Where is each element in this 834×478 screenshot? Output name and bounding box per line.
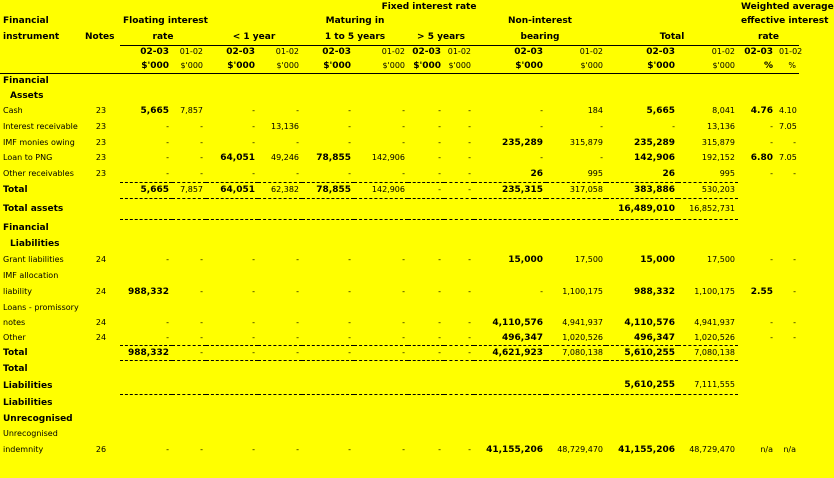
value-cell: - <box>402 318 405 327</box>
row-label: Loan to PNG <box>3 153 53 162</box>
table-row <box>0 103 799 119</box>
value-cell: 315,879 <box>569 137 603 147</box>
value-cell: 988,332 <box>128 287 169 297</box>
value-cell: 15,000 <box>508 254 543 265</box>
value-cell: - <box>468 153 471 162</box>
value-cell: - <box>166 137 169 147</box>
value-cell: - <box>468 168 471 178</box>
value-cell: 4.76 <box>750 106 773 116</box>
section-label: Liabilities <box>3 397 53 408</box>
value-cell: 4,941,937 <box>562 318 603 327</box>
year-cur: 02-03 <box>744 47 773 58</box>
value-cell: 13,136 <box>707 122 735 131</box>
total-liabilities-cur: 5,610,255 <box>606 377 678 394</box>
value-cell: - <box>438 254 441 264</box>
value-cell: 26 <box>530 168 543 179</box>
value-cell: - <box>438 318 441 327</box>
value-cell: - <box>793 333 797 342</box>
unit-cell: $'000 <box>474 59 546 73</box>
row-label: Loans - promissory <box>3 302 79 312</box>
value-cell: - <box>468 445 471 454</box>
value-cell: 4.10 <box>779 106 797 115</box>
value-cell: - <box>296 445 299 454</box>
value-cell: 317,058 <box>546 182 606 198</box>
year-cur: 02-03 <box>514 47 543 58</box>
row-label: Total <box>3 347 28 358</box>
total-assets-label: Total assets <box>3 203 64 214</box>
row-label: IMF allocation <box>3 271 59 280</box>
value-cell: - <box>793 169 797 178</box>
note-ref <box>82 182 120 198</box>
section-row <box>0 236 799 251</box>
value-cell: - <box>200 318 203 327</box>
value-cell: - <box>793 137 797 147</box>
value-cell: - <box>402 122 405 131</box>
row-label: Unrecognised <box>3 429 58 438</box>
unit-cell: $'000 <box>678 59 738 73</box>
value-cell: - <box>540 122 543 131</box>
gt5-years-header: > 5 years <box>408 29 474 45</box>
value-cell: - <box>252 318 255 327</box>
section-row <box>0 394 799 411</box>
unit-cell: $'000 <box>120 59 172 73</box>
value-cell: - <box>402 254 405 264</box>
value-cell: 17,500 <box>575 254 603 264</box>
value-cell: - <box>438 137 441 147</box>
value-cell: - <box>296 332 299 342</box>
value-cell: - <box>296 168 299 178</box>
value-cell: - <box>252 445 255 454</box>
value-cell: 7,857 <box>172 182 206 198</box>
value-cell: - <box>348 137 351 147</box>
unit-cell: $'000 <box>354 59 408 73</box>
instrument-header: instrument <box>3 32 60 42</box>
section-row <box>0 73 799 88</box>
note-ref: 24 <box>95 318 107 327</box>
value-cell: - <box>402 168 405 178</box>
value-cell <box>738 345 776 360</box>
header-row-2 <box>0 13 799 29</box>
value-cell: - <box>200 287 203 296</box>
total-liabilities-label: Liabilities <box>3 380 53 391</box>
note-ref: 23 <box>95 122 107 131</box>
value-cell: 142,906 <box>634 153 675 163</box>
table-row <box>0 135 799 150</box>
value-cell: - <box>468 332 471 342</box>
value-cell: 4,621,923 <box>474 345 546 360</box>
row-label: indemnity <box>3 445 44 454</box>
total-row <box>0 182 799 198</box>
value-cell: - <box>438 287 441 296</box>
section-label: Assets <box>10 90 44 101</box>
year-cur: 02-03 <box>646 47 675 58</box>
value-cell: 64,051 <box>206 182 258 198</box>
note-ref: 26 <box>95 445 107 454</box>
value-cell: - <box>444 182 474 198</box>
value-cell: - <box>402 137 405 147</box>
value-cell: 15,000 <box>640 254 675 265</box>
value-cell: - <box>258 345 302 360</box>
value-cell: 142,906 <box>354 182 408 198</box>
value-cell: - <box>468 122 471 131</box>
section-label: Financial <box>3 222 49 233</box>
unit-cell: $'000 <box>408 59 444 73</box>
value-cell: - <box>166 318 169 327</box>
value-cell: - <box>540 287 543 296</box>
value-cell: 5,665 <box>120 182 172 198</box>
year-prev: 01-02 <box>447 47 471 57</box>
year-prev: 01-02 <box>711 47 735 57</box>
table-row <box>0 442 799 458</box>
value-cell <box>738 182 776 198</box>
value-cell: - <box>540 153 543 162</box>
value-cell: 8,041 <box>712 106 735 115</box>
value-cell: - <box>468 106 471 115</box>
row-label: Other <box>3 333 26 342</box>
value-cell: - <box>172 345 206 360</box>
floating-interest-header: Floating interest <box>123 16 208 26</box>
value-cell: - <box>770 254 773 264</box>
table-row <box>0 251 799 268</box>
value-cell: 184 <box>587 106 603 115</box>
value-cell: - <box>793 318 797 327</box>
value-cell: 48,729,470 <box>689 445 735 454</box>
section-label: Total <box>3 363 28 374</box>
total-row <box>0 345 799 360</box>
value-cell: - <box>402 287 405 296</box>
value-cell: 78,855 <box>302 182 354 198</box>
value-cell: - <box>200 137 203 147</box>
unit-cell: $'000 <box>206 59 258 73</box>
value-cell <box>776 345 799 360</box>
value-cell: 995 <box>719 168 735 178</box>
value-cell: 78,855 <box>316 153 351 163</box>
value-cell: - <box>438 445 441 454</box>
value-cell: - <box>348 106 351 115</box>
value-cell: 64,051 <box>220 153 255 163</box>
value-cell: 1,020,526 <box>694 332 735 342</box>
year-cur: 02-03 <box>412 47 441 58</box>
fixed-interest-header: Fixed interest rate <box>381 1 477 12</box>
table-row <box>0 166 799 182</box>
value-cell: - <box>252 168 255 178</box>
value-cell: - <box>200 254 203 264</box>
value-cell: - <box>296 254 299 264</box>
value-cell: - <box>200 332 203 342</box>
row-label: Total <box>3 185 28 195</box>
value-cell: 4,941,937 <box>694 318 735 327</box>
year-cur: 02-03 <box>140 47 169 58</box>
year-cur: 02-03 <box>322 47 351 58</box>
year-prev: 01-02 <box>381 47 405 57</box>
value-cell: 5,610,255 <box>606 345 678 360</box>
table-row <box>0 315 799 331</box>
year-prev: 01-02 <box>275 47 299 57</box>
value-cell: - <box>793 287 797 296</box>
value-cell: - <box>438 168 441 178</box>
value-cell: - <box>672 122 675 131</box>
value-cell: - <box>200 445 203 454</box>
value-cell: - <box>296 318 299 327</box>
note-ref: 24 <box>95 254 107 264</box>
value-cell: 6.80 <box>750 153 773 163</box>
value-cell: 1,020,526 <box>562 332 603 342</box>
value-cell: 48,729,470 <box>557 445 603 454</box>
value-cell: 383,886 <box>606 182 678 198</box>
units-row <box>0 59 799 73</box>
value-cell: - <box>252 254 255 264</box>
total-assets-row <box>0 198 799 219</box>
value-cell: - <box>200 122 203 131</box>
header-row-1 <box>0 0 799 13</box>
value-cell: 4,110,576 <box>492 318 543 328</box>
value-cell: - <box>770 333 773 342</box>
weighted-average-header: Weighted average <box>741 1 834 12</box>
section-row <box>0 411 799 426</box>
row-label: Interest receivable <box>3 122 78 131</box>
value-cell: n/a <box>760 445 773 454</box>
value-cell: - <box>252 332 255 342</box>
non-interest-header: Non-interest <box>508 16 572 26</box>
year-row <box>0 45 799 59</box>
value-cell: 315,879 <box>701 137 735 147</box>
value-cell: - <box>408 182 444 198</box>
value-cell: - <box>200 153 203 162</box>
unit-cell: $'000 <box>302 59 354 73</box>
row-label: Cash <box>3 106 23 115</box>
value-cell: - <box>408 345 444 360</box>
row-label: Grant liabilities <box>3 254 64 264</box>
note-ref: 24 <box>95 287 107 296</box>
value-cell: - <box>302 345 354 360</box>
label-row <box>0 300 799 315</box>
row-label: Other receivables <box>3 169 74 178</box>
value-cell: 5,665 <box>140 106 169 116</box>
value-cell: - <box>468 287 471 296</box>
value-cell: - <box>348 332 351 342</box>
value-cell: 4,110,576 <box>624 318 675 328</box>
value-cell: - <box>770 318 773 327</box>
note-ref: 23 <box>95 137 107 147</box>
total-assets-prev: 16,852,731 <box>678 198 738 219</box>
value-cell: 26 <box>662 168 675 179</box>
table-row <box>0 150 799 166</box>
value-cell: 7,857 <box>180 106 203 115</box>
value-cell: - <box>166 254 169 264</box>
value-cell: - <box>600 122 603 131</box>
row-label: notes <box>3 318 26 327</box>
unit-cell: % <box>776 59 799 73</box>
value-cell: - <box>348 254 351 264</box>
value-cell: 5,665 <box>646 106 675 116</box>
value-cell: 49,246 <box>271 153 299 162</box>
lt1-year-header: < 1 year <box>206 29 302 45</box>
value-cell: - <box>540 106 543 115</box>
total-liabilities-row <box>0 377 799 394</box>
value-cell: - <box>348 287 351 296</box>
value-cell: - <box>206 345 258 360</box>
value-cell: - <box>468 318 471 327</box>
value-cell: 62,382 <box>258 182 302 198</box>
row-label: liability <box>3 287 32 296</box>
value-cell: - <box>166 153 169 162</box>
value-cell: - <box>252 137 255 147</box>
value-cell: 530,203 <box>678 182 738 198</box>
value-cell: 496,347 <box>502 332 543 343</box>
value-cell: - <box>444 345 474 360</box>
value-cell: - <box>354 345 408 360</box>
year-prev: 01-02 <box>579 47 603 57</box>
value-cell: - <box>348 168 351 178</box>
section-label: Financial <box>3 75 49 86</box>
section-row <box>0 88 799 103</box>
note-ref: 23 <box>95 169 107 178</box>
value-cell: 995 <box>587 168 603 178</box>
maturing-in-header: Maturing in <box>325 16 385 26</box>
value-cell: - <box>438 122 441 131</box>
value-cell: 2.55 <box>750 287 773 297</box>
value-cell: - <box>468 254 471 264</box>
table-row <box>0 284 799 300</box>
value-cell: 192,152 <box>701 153 735 162</box>
value-cell: 235,315 <box>474 182 546 198</box>
value-cell: 7.05 <box>779 153 797 162</box>
value-cell: 7.05 <box>779 122 797 131</box>
total-liabilities-prev: 7,111,555 <box>678 377 738 394</box>
unit-cell: $'000 <box>444 59 474 73</box>
value-cell: - <box>402 445 405 454</box>
value-cell: - <box>252 106 255 115</box>
value-cell: - <box>770 122 773 131</box>
value-cell: - <box>166 122 169 131</box>
rate-header: rate <box>120 29 206 45</box>
value-cell: - <box>600 153 603 162</box>
unit-cell: $'000 <box>172 59 206 73</box>
unit-cell: $'000 <box>546 59 606 73</box>
value-cell: - <box>296 137 299 147</box>
value-cell: - <box>770 169 773 178</box>
value-cell: - <box>438 153 441 162</box>
note-ref <box>82 345 120 360</box>
value-cell: - <box>166 168 169 178</box>
value-cell: - <box>296 106 299 115</box>
header-row-3 <box>0 29 799 45</box>
row-label: IMF monies owing <box>3 137 75 147</box>
label-row <box>0 268 799 284</box>
value-cell: 496,347 <box>634 332 675 343</box>
value-cell: - <box>438 106 441 115</box>
value-cell: 235,289 <box>634 137 675 148</box>
value-cell <box>776 182 799 198</box>
value-cell: - <box>296 287 299 296</box>
table-row <box>0 119 799 135</box>
section-row <box>0 219 799 236</box>
value-cell: 17,500 <box>707 254 735 264</box>
value-cell: 13,136 <box>271 122 299 131</box>
value-cell: 142,906 <box>371 153 405 162</box>
bearing-header: bearing <box>474 29 606 45</box>
section-label: Unrecognised <box>3 413 73 424</box>
year-prev: 01-02 <box>779 47 803 57</box>
section-row <box>0 360 799 377</box>
note-ref: 24 <box>95 333 107 342</box>
value-cell: - <box>770 137 773 147</box>
value-cell: - <box>793 254 797 264</box>
value-cell: 988,332 <box>120 345 172 360</box>
unit-cell: % <box>738 59 776 73</box>
unit-cell: $'000 <box>258 59 302 73</box>
value-cell: 7,080,138 <box>678 345 738 360</box>
value-cell: - <box>166 445 169 454</box>
total-header: Total <box>606 29 738 45</box>
unit-cell: $'000 <box>606 59 678 73</box>
rate2-header: rate <box>738 29 799 45</box>
value-cell: 1,100,175 <box>694 287 735 296</box>
note-ref: 23 <box>95 106 107 115</box>
total-assets-cur: 16,489,010 <box>606 198 678 219</box>
notes-header: Notes <box>85 32 115 42</box>
value-cell: 7,080,138 <box>546 345 606 360</box>
note-ref: 23 <box>95 153 107 162</box>
year-prev: 01-02 <box>179 47 203 57</box>
value-cell: - <box>348 445 351 454</box>
value-cell: 41,155,206 <box>486 445 543 455</box>
one-to-five-header: 1 to 5 years <box>302 29 408 45</box>
value-cell: 235,289 <box>502 137 543 148</box>
section-label: Liabilities <box>10 238 60 249</box>
value-cell: n/a <box>783 445 797 454</box>
value-cell: - <box>348 122 351 131</box>
table-row <box>0 331 799 345</box>
value-cell: 988,332 <box>634 287 675 297</box>
value-cell: - <box>252 287 255 296</box>
financial-header: Financial <box>3 16 49 26</box>
value-cell: - <box>252 122 255 131</box>
value-cell: - <box>166 332 169 342</box>
value-cell: 1,100,175 <box>562 287 603 296</box>
value-cell: 41,155,206 <box>618 445 675 455</box>
value-cell: - <box>402 106 405 115</box>
value-cell: - <box>438 332 441 342</box>
value-cell: - <box>348 318 351 327</box>
effective-interest-header: effective interest <box>741 16 829 26</box>
value-cell: - <box>468 137 471 147</box>
label-row <box>0 426 799 442</box>
year-cur: 02-03 <box>226 47 255 58</box>
value-cell: - <box>402 332 405 342</box>
value-cell: - <box>200 168 203 178</box>
